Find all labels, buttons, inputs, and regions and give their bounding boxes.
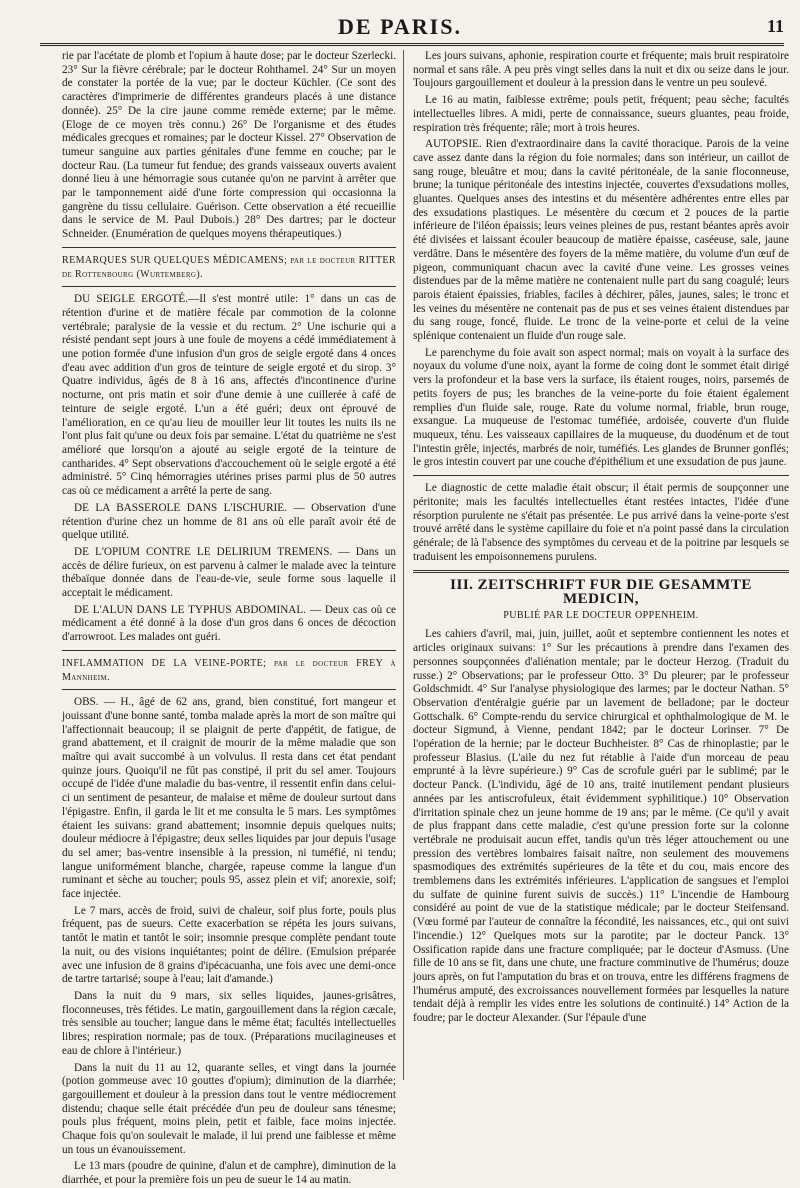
diagnosis-paragraph: Le diagnostic de cette maladie était obscur; il était permis de soupçonner une péritonite; mais les facultés intellectuelles étant restées intactes, l'idée d'une résorption purulente ne s'était pas présentée. Le pus arrivé dans la veine-porte s'est trouvé arrêté dans le système capillaire du foie et n'a point passé dans la circulation générale; de là l'absence des symptômes du cerveau et de la poitrine par lesquels se traduisent les empoisonnemens purulens. (413, 482, 789, 563)
march-9-paragraph: Dans la nuit du 9 mars, six selles liquides, jaunes-grisâtres, floconneuses, très fétides. Le matin, gargouillement dans la région cæcale, très sensible au toucher; langue dans le même état; facultés intellectuelles libres; respiration normale; pas de toux. (Préparations mucilagineuses et eau de chlore à l'intérieur.) (62, 990, 396, 1057)
basserole-paragraph: DE LA BASSEROLE DANS L'ISCHURIE. — Observation d'une rétention d'urine chez un homme de 81 ans où elle paraît avoir été de quelque utilité. (62, 501, 396, 542)
section-divider (62, 286, 396, 287)
march-13-paragraph: Le 13 mars (poudre de quinine, d'alun et de camphre), diminution de la diarrhée, et pour la première fois un peu de sueur le 14 au matin. (62, 1160, 396, 1187)
liver-paragraph: Le parenchyme du foie avait son aspect normal; mais on voyait à la surface des noyaux du volume d'une noix, ayant la forme de coing dont le sommet était dirigé vers la profondeur et la base vers la surface, ils étaient rouges, noirs, parsemés de petits foyers de pus; les branches de la veine-porte du foie étaient également remplies d'un fluide sale, rouge. Rate du volume normal, friable, brun rouge, exsangue. La muqueuse de l'estomac tuméfiée, ardoisée, couverte d'un fluide muqueux, ténu. Les vaisseaux capillaires de la muqueuse, du duodénum et de tout l'intestin grêle, injectés, marbrés de noir, tuméfiés. Les glandes de Brunner gonflés; le gros intestin couvert par une couche d'épithélium et une exsudation de pus jaune. (413, 346, 789, 469)
day-16-paragraph: Le 16 au matin, faiblesse extrême; pouls petit, fréquent; peau sèche; facultés intellectuelles libres. A midi, perte de connaissance, sueurs gluantes, peau froide, respiration très fréquente; râle; mort à trois heures. (413, 94, 789, 134)
header-rule (40, 43, 784, 46)
section-divider (62, 689, 396, 690)
inflammation-heading: INFLAMMATION DE LA VEINE-PORTE; par le docteur FREY à Mannheim. (62, 657, 396, 683)
seigle-ergote-paragraph: DU SEIGLE ERGOTÉ.—Il s'est montré utile: 1° dans un cas de rétention d'urine et de matière fécale par commotion de la colonne vertébrale; paralysie de la vessie et du rectum. 2° Une ischurie qui a résisté pendant sept jours à une foule de moyens a cédé immédiatement à une potion formée d'une infusion d'un gros de seigle ergoté dans 4 onces d'eau avec addition d'un gros de teinture de seigle ergoté et du sirop. 3° Quatre individus, âgés de 8 à 16 ans, affectés d'incontinence d'urine nocturne, ont pris matin et soir d'une demie à une cuillerée à café de teinture de seigle ergoté. L'un a été guéri; deux ont éprouvé de l'amélioration, en ce qu'au lieu de mouiller leur lit toutes les nuits ils ne l'ont plus fait qu'une ou deux fois par semaine. L'état du quatrième ne s'est amélioré que lorsqu'on a ajouté au seigle ergoté de la teinture de cantharides. 4° Sept observations d'accouchement où le seigle ergoté a été administré. 5° Cinq hémorragies utérines prises parmi plus de 50 autres cas où ce médicament a arrêté la perte de sang. (62, 293, 396, 498)
opium-paragraph: DE L'OPIUM CONTRE LE DELIRIUM TREMENS. — Dans un accès de délire furieux, on est parvenu à calmer le malade avec la teinture thébaïque donnée dans de l'eau-de-vie, seule forme sous laquelle il acceptait le médicament. (62, 545, 396, 600)
remarques-heading: REMARQUES SUR QUELQUES MÉDICAMENS; par le docteur RITTER de Rottenbourg (Wurtemberg). (62, 254, 396, 280)
alun-paragraph: DE L'ALUN DANS LE TYPHUS ABDOMINAL. — Deux cas où ce médicament a été donné à la dose d'un gros dans 6 onces de décoction d'arrowroot. Les malades ont guéri. (62, 603, 396, 644)
cahiers-paragraph: Les cahiers d'avril, mai, juin, juillet, août et septembre contiennent les notes et articles originaux suivans: 1° Sur les précautions à prendre dans l'examen des personnes soupçonnées d'aliénation mentale; par le docteur Herzog. (Traduit du russe.) 2° Observations; par le professeur Otto. 3° Du pleurer; par le professeur Goldschmidt. 4° Sur l'analyse physiologique des larmes; par le docteur Nathan. 5° Observation d'entéralgie guérie par un lavement de belladone; par le docteur Gottschalk. 6° Compte-rendu du service chirurgical et ophthalmologique de M. le docteur Sigmund, à Vienne, pendant 1842; par le docteur Lorinser. 7° De l'opération de la hernie; par le docteur Buchheister. 8° Cas de rhinoplastie; par le professeur Blasius. (L'aile du nez fut rétablie à l'aide d'un morceau de peau emprunté à la lèvre supérieure.) 9° Cas de scrofule guéri par le sublimé; par le docteur Panck. (L'individu, âgé de 10 ans, traité inutilement pendant plusieurs années par les antiscrofuleux, était évidemment syphilitique.) 10° Observation d'irritation spinale chez un jeune homme de 19 ans; par le même. (Ce qu'il y avait de plus frappant dans cette maladie, c'est qu'une pression forte sur la colonne vertébrale ne produisait aucun effet, tandis qu'un très léger attouchement ou une pression des vertèbres lombaires faisait naître, non seulement des mouvemens spasmodiques des extrémités supérieures de la tête et du cou, mais encore des tremblemens dans les extrémités inférieures. L'application de sangsues et l'emploi du sulfate de quinine furent suivis de succès.) 11° L'incendie de Hambourg considéré au point de vue de la statistique médicale; par le docteur Steifensand. (Vœu formé par l'auteur de connaître la fécondité, les naissances, etc., qui ont suivi l'incendie.) 12° Quelques mots sur la parotite; par le docteur Panck. 13° Ossification rapide dans une fracture compliquée; par le docteur d'Asmuss. (Une fille de 10 ans se fit, dans une chute, une fracture comminutive de l'humérus; douze jours après, on fut l'amputation du bras et on trouva, entre les différens fragmens de l'humérus amputé, des excroissances nouvellement formées par lesquelles la nature tendait déjà à remplir les vides entre les solutions de continuité.) 14° Action de la foudre; par le docteur Alexander. (Sur l'épaule d'une (413, 628, 789, 1025)
article-list-continued: rie par l'acétate de plomb et l'opium à haute dose; par le docteur Szerlecki. 23° Sur la fièvre cérébrale; par le docteur Rohthamel. 24° Sur un moyen de constater la portée de la vue; par le docteur Küchler. (Ce sont des caractères d'imprimerie de différentes grandeurs placés à une distance donnée). 25° De la cire jaune comme remède externe; par le même. (Eloge de ce moyen très connu.) 26° De l'organisme et des études médicales grecques et romaines; par le docteur Kissel. 27° Observation de tumeur sanguine aux parties génitales d'une femme en couche; par le docteur Rau. (La tumeur fut fendue; des grands vaisseaux ouverts avaient donné lieu à une hémorragie sous cutanée qu'on ne parvint à arrêter que par le tamponnement aidé d'une forte compression qui occasionna la gangrène du tissu cellulaire. Guérison. Cette observation a été recueillie dans le service de M. Paul Dubois.) 28° Des dartres; par le docteur Schneider. (Enumération de quelques moyens thérapeutiques.) (62, 50, 396, 241)
page-number: 11 (766, 16, 784, 36)
right-column (413, 50, 789, 1078)
section-divider (62, 247, 396, 248)
column-divider (403, 50, 404, 1080)
section-double-rule (413, 570, 789, 573)
march-7-paragraph: Le 7 mars, accès de froid, suivi de chaleur, soif plus forte, pouls plus fréquent, pas de sueurs. Cette exacerbation se répéta les jours suivans, tantôt le matin et tantôt le soir; insomnie presque complète pendant toute la nuit, ou des visions inquiétantes; point de délire. (Emulsion préparée avec une infusion de 8 grains d'ipécacuanha, une fois avec une demi-once de tartre tartarisé; soupe à l'eau; lait d'amande.) (62, 904, 396, 986)
observation-paragraph: OBS. — H., âgé de 62 ans, grand, bien constitué, fort mangeur et jouissant d'une bonne santé, tomba malade après la mort de son maître qui l'affectionnait beaucoup; il se plaignit de perte d'appétit, de fatigue, de grand abattement, et il craignit de mourir de la même maladie que son maître qui avait succombé à un volvulus. Il resta dans cet état pendant quinze jours. Quoiqu'il ne fût pas constipé, il prit du sel amer. Toujours occupé de l'idée d'une maladie du bas-ventre, il ressentit enfin dans celui-ci un sentiment de pesanteur, de malaise et même de douleur surtout dans l'épigastre. Enfin, il garda le lit et me consulta le 5 mars. Les symptômes étaient les suivans: grand abattement; insomnie depuis quelques nuits; douleur médiocre à l'épigastre; deux selles liquides par jour depuis l'usage du sel amer; bas-ventre insensible à la pression, ni tuméfié, ni tendu; langue uniformément blanche, chargée, rapeuse comme la langue d'un ruminant et sèche au toucher; pouls 95, assez plein et vif; anorexie, soif; face injectée. (62, 696, 396, 901)
newspaper-title: DE PARIS. (338, 14, 462, 39)
following-days-paragraph: Les jours suivans, aphonie, respiration courte et fréquente; mais bruit respiratoire normal et sans râle. A peu près vingt selles dans la nuit et dix ou seize dans le jour. Toujours gargouillement et douleur à la pression dans le ventre un peu soulevé. (413, 50, 789, 90)
section-divider (62, 650, 396, 651)
page-header (0, 0, 800, 44)
march-11-paragraph: Dans la nuit du 11 au 12, quarante selles, et vingt dans la journée (potion gommeuse avec 10 gouttes d'opium); diminution de la diarrhée; gargouillement et douleur à la pression dans tout le ventre médiocrement distendu; chaque selle était précédée d'un peu de douleur sans ténesme; pouls plus fréquent, moins plein, petit et faible, face moins injectée. Chaque fois qu'on soulevait le malade, il lui prend une faiblesse et même un tous un évanouissement. (62, 1061, 396, 1156)
left-column (62, 50, 396, 1187)
autopsy-paragraph: AUTOPSIE. Rien d'extraordinaire dans la cavité thoracique. Parois de la veine cave assez dante dans la région du foie normales; dans son intérieur, un caillot de sang rouge, bleuâtre et mou; dans la cavité péritonéale, de la sanie floconneuse, brune; la tunique péritonéale des intestins injectée, couvertes d'exsudations molles, gluantes. Quelques anses des intestins et du mésentère adhérentes entre elles par des exsudations plastiques. Le mésentère du cœcum et 2 pouces de la partie inférieure de l'iléon épaissis; leurs veines pleines de pus, restant béantes après avoir été divisées et laissant écouler beaucoup de matière épaisse, caséeuse, sale, jaune verdâtre. Dans le mésentère des foyers de la même matière, du volume d'un œuf de pigeon, communiquant chacun avec la cavité d'une veine. Les grosses veines distendues par de la même matière ne contenaient nulle part du sang coagulé; leurs parois étaient épaissies, friables, faciles à déchirer, pâles, jaunes, sales; le tronc et les veines du mésentère ne contenait pas de pus et ses veines étaient distendues par du sang rouge, foncé, fluide. Le tronc de la veine-porte et celui de la veine splénique contenaient un fluide d'un rouge sale. (413, 138, 789, 343)
zeitschrift-byline: PUBLIÉ PAR LE DOCTEUR OPPENHEIM. (503, 609, 699, 621)
zeitschrift-section-title: III. ZEITSCHRIFT FUR DIE GESAMMTE MEDICIN, (450, 577, 752, 608)
section-divider (413, 475, 789, 476)
